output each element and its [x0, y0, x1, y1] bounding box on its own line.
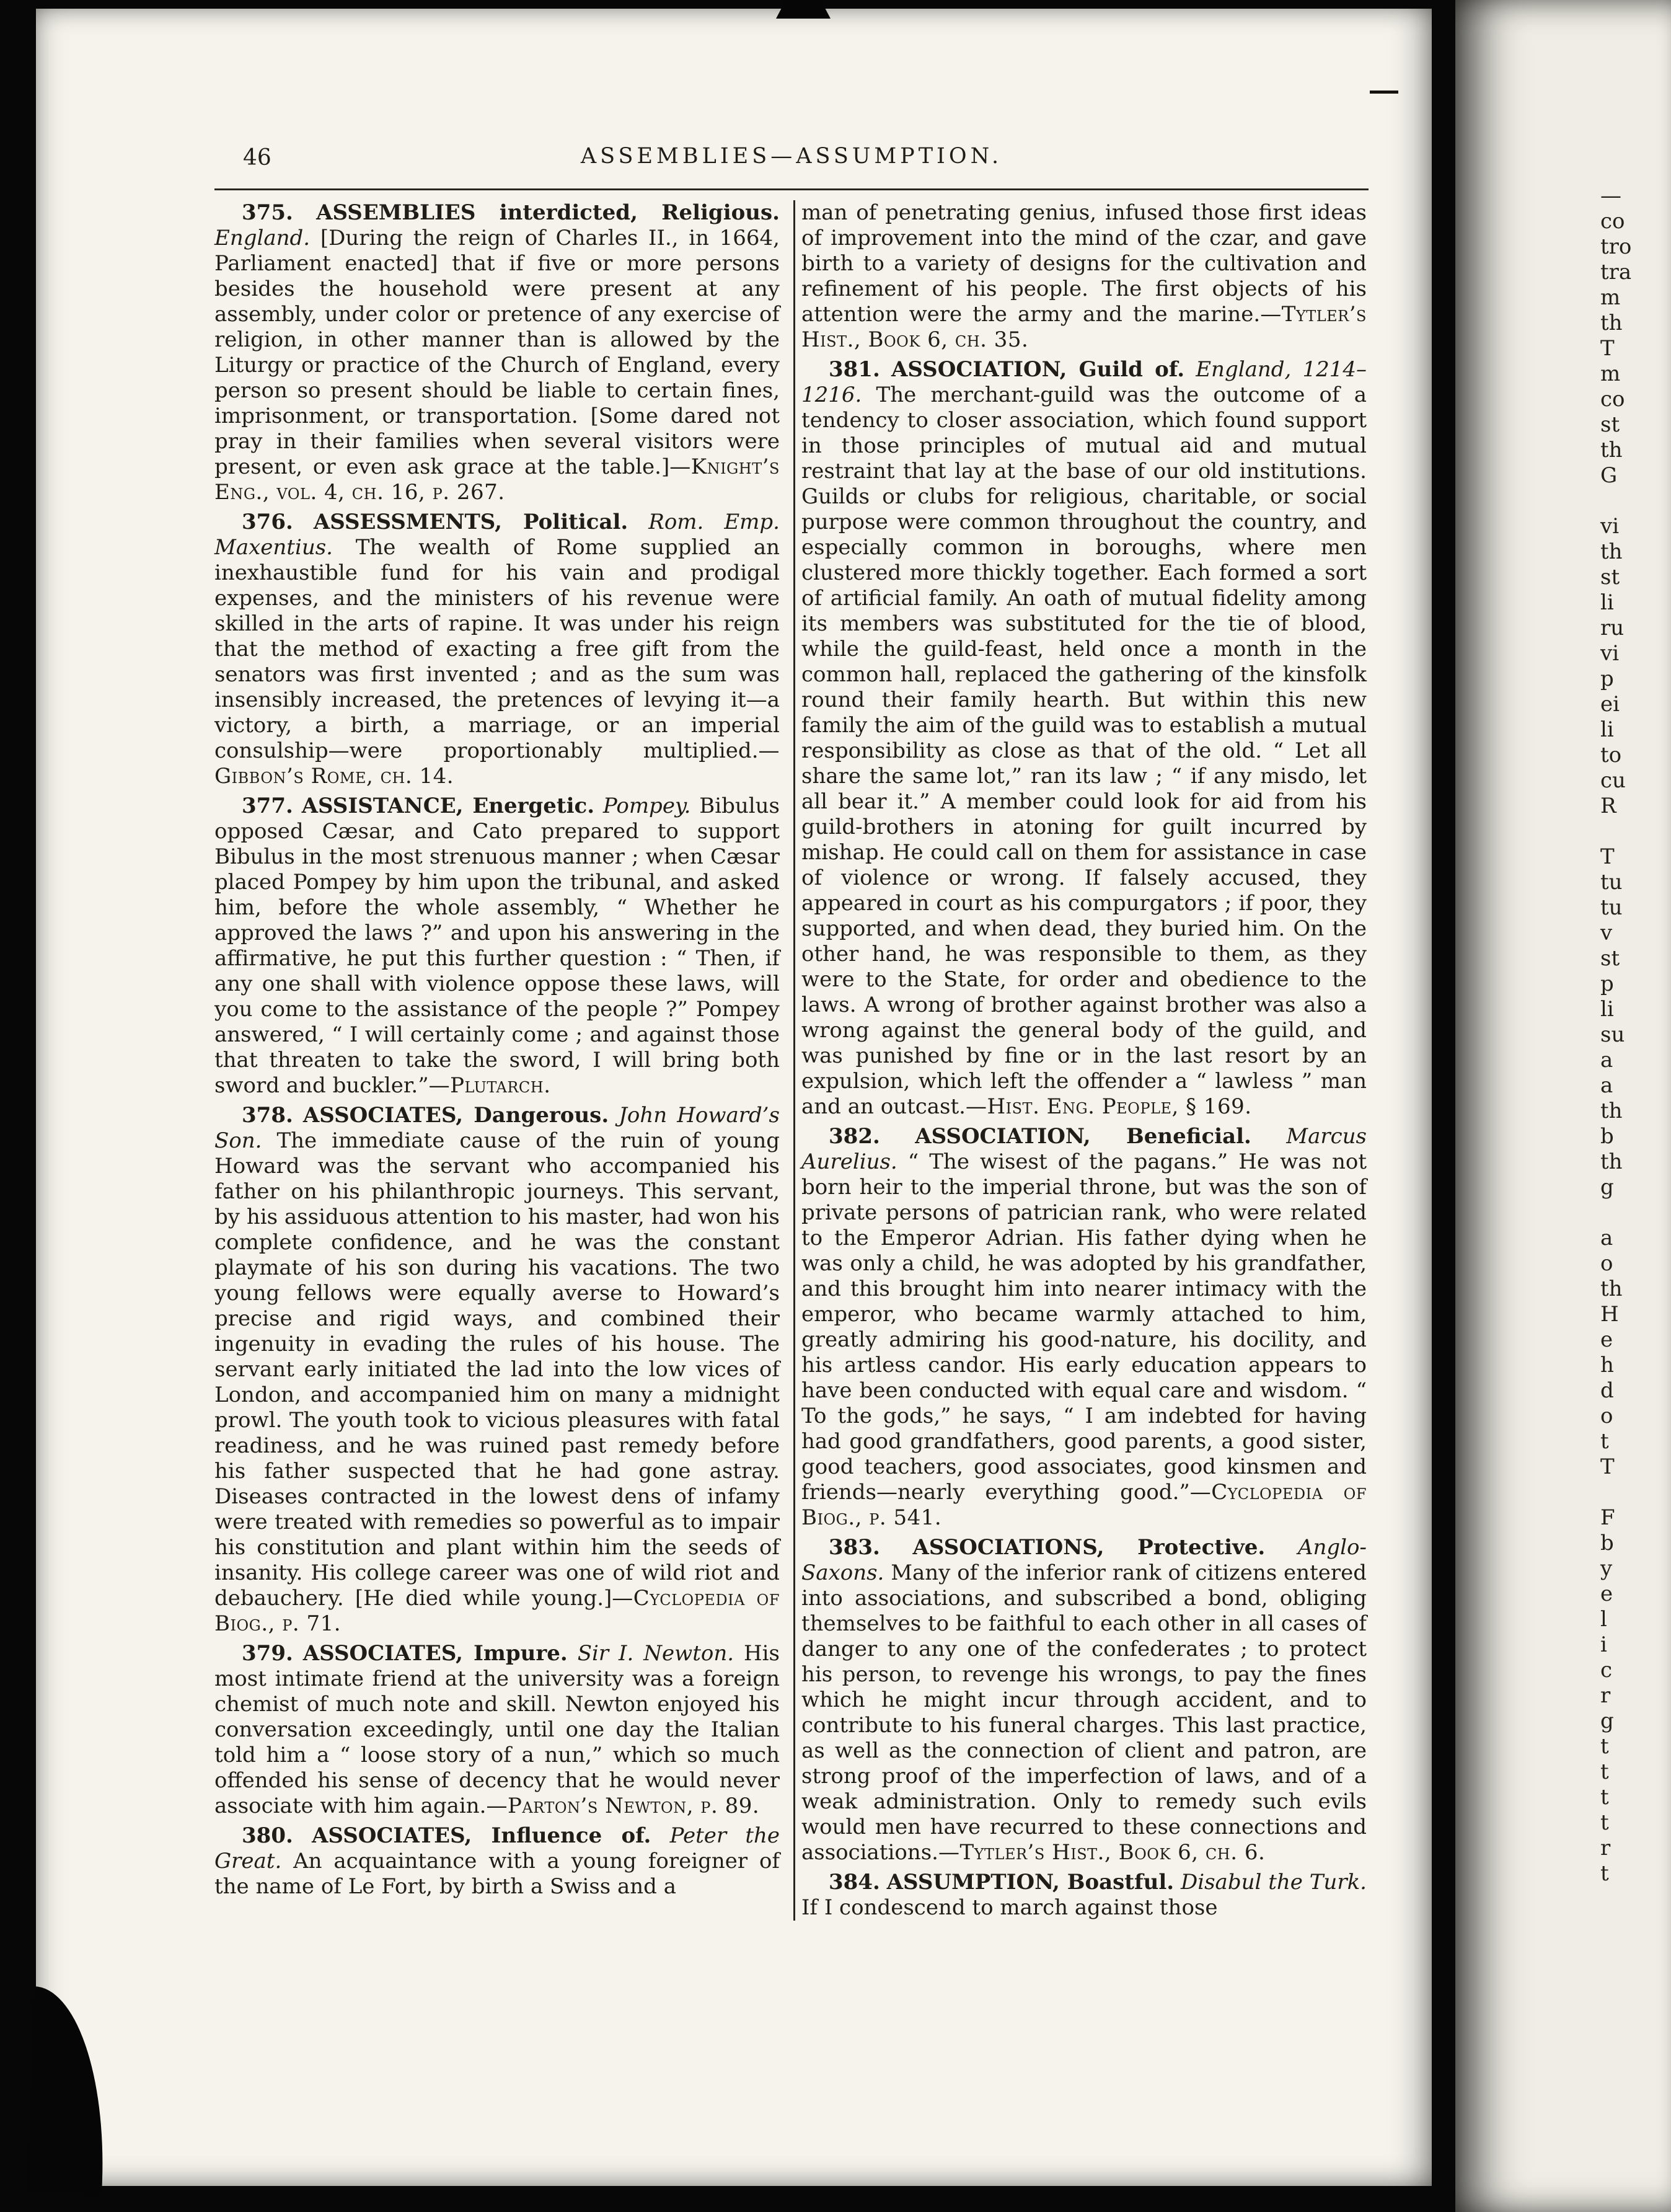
- edge-text-line: o: [1600, 1251, 1613, 1276]
- edge-text-line: th: [1600, 1099, 1623, 1123]
- edge-text-line: T: [1600, 844, 1615, 869]
- edge-text-line: g: [1600, 1709, 1614, 1733]
- edge-text-line: vi: [1600, 514, 1620, 539]
- entry-subject: Pompey.: [602, 794, 691, 818]
- edge-text-line: G: [1600, 463, 1618, 488]
- scan-edge-artifact: [776, 0, 831, 19]
- edge-text-line: th: [1600, 438, 1623, 462]
- entry-title: ASSOCIATION, Beneficial.: [915, 1124, 1251, 1149]
- entry-number: 379.: [242, 1641, 293, 1666]
- entry-citation: —Cyclopedia of Biog., p. 71.: [214, 1586, 780, 1636]
- edge-text-line: th: [1600, 1276, 1623, 1301]
- edge-text-line: co: [1600, 387, 1625, 412]
- edge-text-line: ei: [1600, 692, 1620, 717]
- entry-title: ASSOCIATION, Guild of.: [891, 357, 1185, 382]
- edge-text-line: b: [1600, 1124, 1614, 1149]
- entry-number: 377.: [242, 794, 293, 818]
- entry-number: 375.: [242, 200, 293, 225]
- edge-text-line: R: [1600, 794, 1616, 818]
- edge-text-line: st: [1600, 946, 1620, 971]
- edge-text-line: e: [1600, 1327, 1613, 1352]
- edge-text-line: d: [1600, 1378, 1614, 1403]
- edge-text-line: r: [1600, 1683, 1611, 1708]
- edge-text-line: tro: [1600, 234, 1632, 259]
- entry-number: 376.: [242, 510, 293, 534]
- entry-title: ASSEMBLIES interdicted, Religious.: [316, 200, 780, 225]
- page-header: [214, 140, 1369, 180]
- edge-text-line: y: [1600, 1556, 1613, 1581]
- left-column: [214, 200, 780, 1921]
- entry-subject: England, 1214–1216.: [801, 357, 1367, 407]
- entry-subject: Marcus Aurelius.: [801, 1124, 1367, 1174]
- entry-body: The immediate cause of the ruin of young Howard was the servant who accompanied his father on his philanthropic journeys. This servant, by his assiduous attention to his master, had won his complete confidence, and he was the constant playmate of his son during his vacations. The two young fellows were equally averse to Howard’s precise and rigid ways, and combined their ingenuity in evading the rules of his house. The servant early initiated the lad into the low vices of London, and accompanied him on many a midnight prowl. The youth took to vicious pleasures with fatal readiness, and he was ruined past remedy before his father suspected that he had gone astray. Diseases contracted in the lowest dens of infamy were treated with remedies so powerful as to impair his constitution and plant within him the seeds of insanity. His college career was one of wild riot and debauchery. [He died while young.]: [214, 1128, 780, 1611]
- entry-body: Bibulus opposed Cæsar, and Cato prepared to support Bibulus in the most strenuous manner ; when Cæsar placed Pompey by him upon the tribunal, and asked him, before the whole assembly, “ Whether he approved the laws ?” and upon his answering in the affirmative, he put this further question : “ Then, if any one shall with violence oppose these laws, will you come to the assistance of the people ?” Pompey answered, “ I will certainly come ; and against those that threaten to take the sword, I will bring both sword and buckler.”: [214, 794, 780, 1098]
- entry-citation: —Knight’s Eng., vol. 4, ch. 16, p. 267.: [214, 454, 780, 505]
- edge-text-line: t: [1600, 1810, 1609, 1835]
- edge-text-line: to: [1600, 743, 1622, 768]
- edge-text-line: th: [1600, 539, 1623, 564]
- next-page-text-fragments: [1600, 184, 1631, 1887]
- edge-text-line: li: [1600, 717, 1614, 742]
- edge-text-line: c: [1600, 1658, 1613, 1683]
- edge-text-line: a: [1600, 1073, 1613, 1098]
- edge-text-line: [1600, 819, 1631, 844]
- entry-citation: —Cyclopedia of Biog., p. 541.: [801, 1480, 1367, 1530]
- edge-text-line: a: [1600, 1226, 1613, 1250]
- entry-number: 381.: [829, 357, 880, 382]
- entry-380-continuation: [801, 200, 1367, 353]
- entry-383: [801, 1535, 1367, 1865]
- entry-body: man of penetrating genius, infused those first ideas of improvement into the mind of the czar, and gave birth to a variety of designs for the cultivation and refinement of his people. The first objects of his attention were the army and the marine.: [801, 200, 1367, 327]
- edge-text-line: tu: [1600, 870, 1623, 895]
- entry-subject: Peter the Great.: [214, 1823, 780, 1874]
- running-head: ASSEMBLIES—ASSUMPTION.: [580, 144, 1003, 169]
- entry-380: [214, 1823, 780, 1900]
- scan-mark-artifact: [1370, 91, 1398, 94]
- edge-text-line: [1600, 1480, 1631, 1505]
- edge-text-line: st: [1600, 565, 1620, 590]
- entry-citation: —Tytler’s Hist., Book 6, ch. 6.: [938, 1840, 1266, 1865]
- edge-text-line: m: [1600, 361, 1621, 386]
- entry-citation: —Hist. Eng. People, § 169.: [965, 1094, 1252, 1119]
- entry-subject: Anglo-Saxons.: [801, 1535, 1367, 1585]
- entry-title: ASSUMPTION, Boastful.: [886, 1870, 1175, 1895]
- edge-text-line: T: [1600, 1454, 1615, 1479]
- entry-body: The merchant-guild was the outcome of a tendency to closer association, which found support in those principles of mutual aid and mutual restraint that lay at the base of our old institutions. Guilds or clubs for religious, charitable, or social purpose were common throughout the country, and especially common in boroughs, where men clustered more thickly together. Each formed a sort of artificial family. An oath of mutual fidelity among its members was substituted for the tie of blood, while the guild-feast, held once a month in the common hall, replaced the gathering of the kinsfolk round their family hearth. But within this new family the aim of the guild was to establish a mutual responsibility as close as that of the old. “ Let all share the same lot,” ran its law ; “ if any misdo, let all bear it.” A member could look for aid from his guild-brothers in atoning for guilt incurred by mishap. He could call on them for assistance in case of violence or wrong. If falsely accused, they appeared in court as his compurgators ; if poor, they supported, and when dead, they buried him. On the other hand, he was responsible to them, as they were to the State, for order and obedience to the laws. A wrong of brother against brother was also a wrong against the general body of the guild, and was punished by fine or in the last resort by an expulsion, which left the offender a “ lawless ” man and an outcast.: [801, 383, 1367, 1119]
- edge-text-line: t: [1600, 1785, 1609, 1810]
- edge-text-line: T: [1600, 336, 1615, 361]
- entry-number: 378.: [242, 1103, 293, 1128]
- entry-citation: —Plutarch.: [428, 1073, 551, 1098]
- edge-text-line: vi: [1600, 641, 1620, 666]
- edge-text-line: F: [1600, 1505, 1615, 1530]
- edge-text-line: su: [1600, 1022, 1625, 1047]
- edge-text-line: m: [1600, 285, 1621, 310]
- entry-title: ASSISTANCE, Energetic.: [301, 794, 595, 818]
- edge-text-line: [1600, 489, 1631, 514]
- edge-text-line: t: [1600, 1429, 1609, 1454]
- edge-text-line: h: [1600, 1353, 1614, 1378]
- entry-377: [214, 794, 780, 1099]
- entry-379: [214, 1641, 780, 1819]
- edge-text-line: tra: [1600, 260, 1632, 285]
- edge-text-line: st: [1600, 412, 1620, 437]
- entry-citation: —Parton’s Newton, p. 89.: [486, 1794, 760, 1818]
- edge-text-line: l: [1600, 1607, 1607, 1632]
- entry-body: [During the reign of Charles II., in 1664, Parliament enacted] that if five or more persons besides the household were present at any assembly, under color or pretence of any exercise of religion, in other manner than is allowed by the Liturgy or practice of the Church of England, every person so present should be liable to certain fines, imprisonment, or transportation. [Some dared not pray in their families when several visitors were present, or even ask grace at the table.]: [214, 226, 780, 479]
- entry-title: ASSESSMENTS, Political.: [313, 510, 628, 534]
- entry-title: ASSOCIATES, Influence of.: [312, 1823, 651, 1848]
- entry-body: His most intimate friend at the university was a foreign chemist of much note and skill. Newton enjoyed his conversation exceedingly, until one day the Italian told him a “ loose story of a nun,” which so much offended his sense of decency that he would never associate with him again.: [214, 1641, 780, 1818]
- two-column-text: [214, 200, 1369, 1921]
- entry-381: [801, 357, 1367, 1120]
- entry-375: [214, 200, 780, 505]
- edge-text-line: b: [1600, 1531, 1614, 1555]
- entry-number: 384.: [829, 1870, 880, 1895]
- entry-body: “ The wisest of the pagans.” He was not born heir to the imperial throne, but was the son of private persons of patrician rank, who were related to the Emperor Adrian. His father dying when he was only a child, he was adopted by his grandfather, and this brought him into nearer intimacy with the emperor, who became warmly attached to him, greatly admiring his good-nature, his docility, and his artless candor. His early education appears to have been conducted with equal care and wisdom. “ To the gods,” he says, “ I am indebted for having had good grandfathers, good parents, a good sister, good teachers, good associates, good kinsmen and friends—nearly everything good.”: [801, 1149, 1367, 1505]
- edge-text-line: tu: [1600, 895, 1623, 920]
- entry-body: Many of the inferior rank of citizens entered into associations, and subscribed a bond, obliging themselves to be faithful to each other in all cases of danger to any one of the confederates ; to protect his person, to revenge his wrongs, to pay the fines which he might incur through accident, and to contribute to his funeral charges. This last practice, as well as the connection of client and patron, are strong proof of the imperfection of laws, and of a weak administration. Only to remedy such evils would men have recurred to these connections and associations.: [801, 1560, 1367, 1865]
- entry-378: [214, 1103, 780, 1637]
- entry-subject: John Howard’s Son.: [214, 1103, 780, 1153]
- entry-number: 380.: [242, 1823, 293, 1848]
- entry-376: [214, 510, 780, 789]
- edge-text-line: t: [1600, 1759, 1609, 1784]
- entry-citation: —Gibbon’s Rome, ch. 14.: [214, 738, 780, 789]
- edge-text-line: —: [1600, 184, 1621, 208]
- entry-body: The wealth of Rome supplied an inexhaustible fund for his vain and prodigal expenses, and the ministers of his revenue were skilled in the arts of rapine. It was under his reign that the method of exacting a free gift from the senators was first invented ; and as the sum was insensibly increased, the pretences of levying it—a victory, a birth, a marriage, or an imperial consulship—were proportionably multiplied.: [214, 535, 780, 763]
- page-number: 46: [243, 145, 271, 170]
- entry-384: [801, 1870, 1367, 1921]
- edge-text-line: ru: [1600, 616, 1625, 640]
- right-column: [801, 200, 1367, 1921]
- entry-subject: Rom. Emp. Maxentius.: [214, 510, 780, 560]
- edge-text-line: li: [1600, 997, 1614, 1022]
- edge-text-line: H: [1600, 1302, 1619, 1327]
- scan-corner-artifact: [27, 1986, 108, 2193]
- entry-title: ASSOCIATES, Dangerous.: [302, 1103, 609, 1128]
- entry-citation: —Tytler’s Hist., Book 6, ch. 35.: [801, 302, 1367, 352]
- edge-text-line: t: [1600, 1734, 1609, 1759]
- edge-text-line: cu: [1600, 768, 1626, 793]
- edge-text-line: i: [1600, 1632, 1607, 1657]
- entry-subject: Disabul the Turk.: [1180, 1870, 1367, 1895]
- edge-text-line: [1600, 1200, 1631, 1226]
- entry-number: 382.: [829, 1124, 880, 1149]
- edge-text-line: v: [1600, 921, 1613, 945]
- entry-body: If I condescend to march against those: [801, 1895, 1218, 1920]
- book-page: [36, 9, 1432, 2186]
- edge-text-line: a: [1600, 1048, 1613, 1073]
- next-page-edge: [1455, 0, 1671, 2212]
- edge-text-line: li: [1600, 590, 1614, 615]
- edge-text-line: r: [1600, 1836, 1611, 1860]
- entry-subject: England.: [214, 226, 311, 250]
- edge-text-line: th: [1600, 311, 1623, 335]
- edge-text-line: o: [1600, 1404, 1613, 1428]
- entry-number: 383.: [829, 1535, 880, 1560]
- page-text-area: [214, 140, 1369, 1921]
- column-divider: [793, 200, 795, 1921]
- edge-text-line: p: [1600, 971, 1614, 996]
- header-rule: [214, 188, 1369, 190]
- edge-text-line: g: [1600, 1175, 1614, 1200]
- entry-body: An acquaintance with a young foreigner of the name of Le Fort, by birth a Swiss and a: [214, 1849, 780, 1899]
- edge-text-line: t: [1600, 1861, 1609, 1886]
- entry-382: [801, 1124, 1367, 1531]
- entry-title: ASSOCIATES, Impure.: [302, 1641, 568, 1666]
- edge-text-line: p: [1600, 666, 1614, 691]
- edge-text-line: e: [1600, 1582, 1613, 1606]
- entry-subject: Sir I. Newton.: [577, 1641, 734, 1666]
- edge-text-line: th: [1600, 1149, 1623, 1174]
- edge-text-line: co: [1600, 209, 1625, 234]
- entry-title: ASSOCIATIONS, Protective.: [912, 1535, 1266, 1560]
